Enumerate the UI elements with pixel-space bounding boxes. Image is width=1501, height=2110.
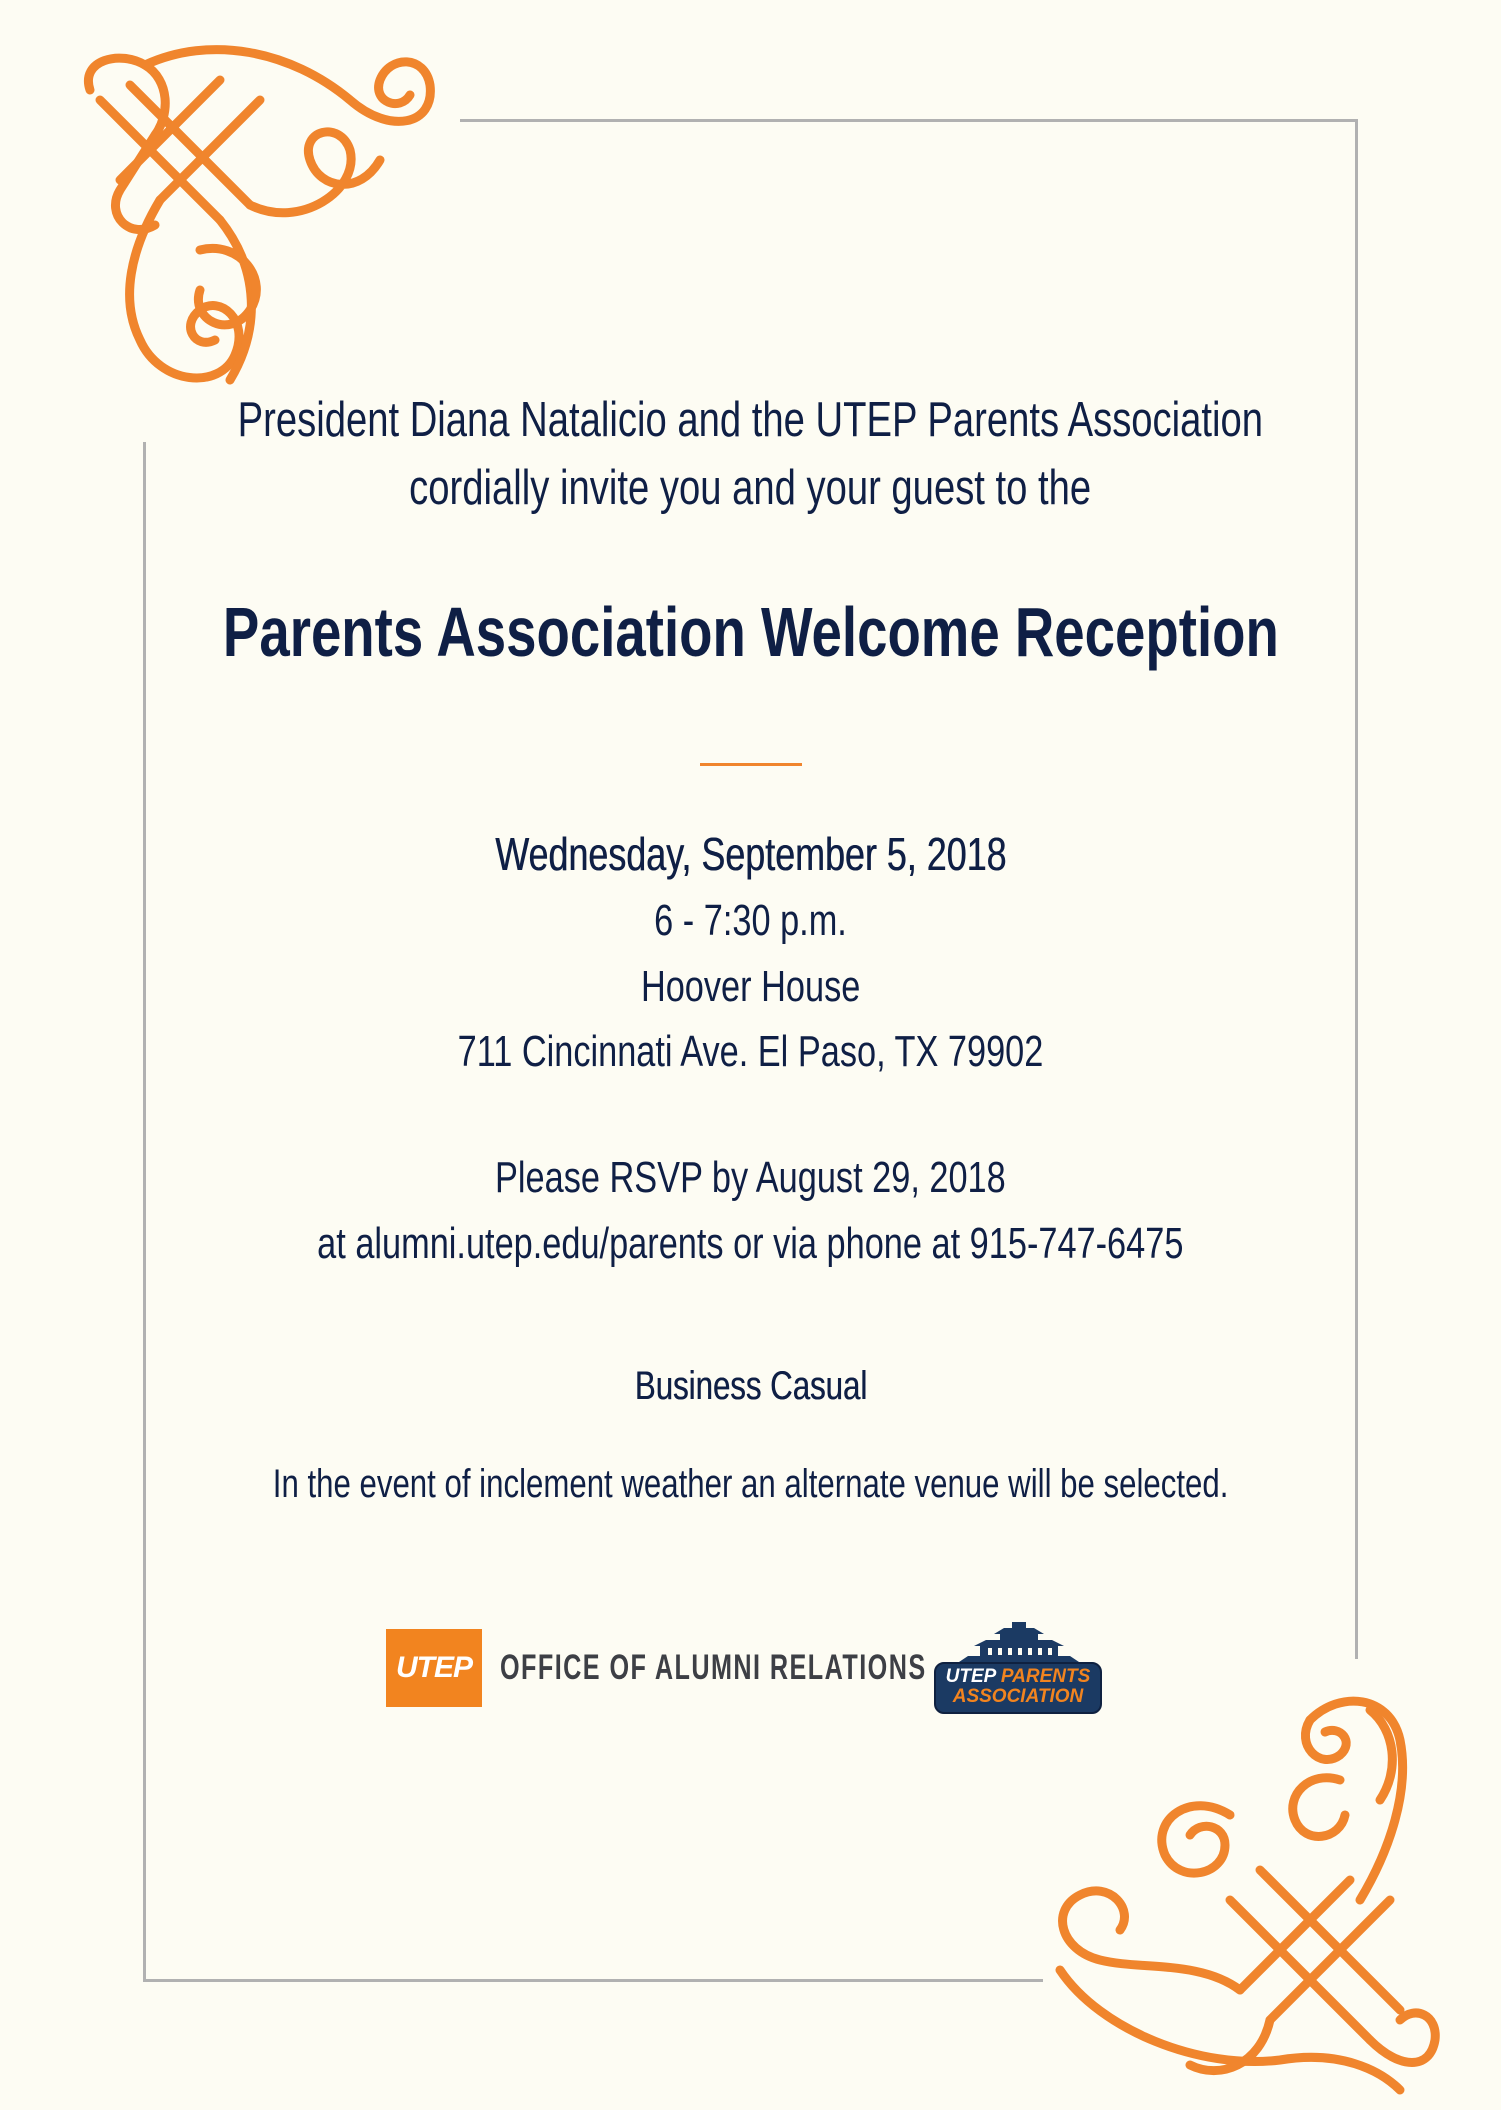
rsvp-line-2-text[interactable]: at alumni.utep.edu/parents or via phone at 915-747-6475 (317, 1219, 1184, 1268)
event-venue-text: Hoover House (640, 962, 861, 1011)
bottom-right-flourish-icon (1040, 1670, 1460, 2110)
alumni-relations-label: OFFICE OF ALUMNI RELATIONS (500, 1648, 927, 1687)
parents-association-word-utep: UTEP (945, 1666, 996, 1687)
intro-line-1 (0, 390, 1501, 450)
event-title-text: Parents Association Welcome Reception (222, 593, 1279, 671)
event-address-text: 711 Cincinnati Ave. El Paso, TX 79902 (457, 1027, 1044, 1076)
utep-logo (386, 1629, 482, 1707)
dress-code-text: Business Casual (634, 1364, 867, 1408)
intro-line-2 (0, 458, 1501, 518)
event-title (0, 590, 1501, 674)
parents-association-line-1 (934, 1667, 1102, 1687)
frame-right-line (1355, 119, 1358, 1659)
event-time (0, 891, 1501, 951)
frame-bottom-line (143, 1979, 1043, 1982)
event-time-text: 6 - 7:30 p.m. (654, 896, 847, 945)
parents-association-word-parents: PARENTS (1000, 1666, 1091, 1687)
weather-note-text: In the event of inclement weather an alternate venue will be selected. (272, 1462, 1229, 1506)
event-date-text: Wednesday, September 5, 2018 (494, 828, 1007, 880)
frame-top-line (460, 119, 1357, 122)
rsvp-line-1 (0, 1148, 1501, 1208)
parents-association-line-2: ASSOCIATION (952, 1686, 1084, 1707)
rsvp-line-2 (0, 1214, 1501, 1274)
orange-divider (700, 763, 802, 766)
weather-note (0, 1456, 1501, 1512)
rsvp-line-1-text: Please RSVP by August 29, 2018 (495, 1153, 1006, 1202)
dress-code (0, 1358, 1501, 1414)
intro-line-1-text: President Diana Natalicio and the UTEP Parents Association (237, 393, 1264, 447)
parents-association-logo (934, 1620, 1104, 1716)
event-venue (0, 957, 1501, 1017)
event-address (0, 1022, 1501, 1082)
intro-line-2-text: cordially invite you and your guest to the (409, 461, 1092, 515)
event-date (0, 824, 1501, 884)
utep-logo-text: UTEP (395, 1651, 472, 1684)
